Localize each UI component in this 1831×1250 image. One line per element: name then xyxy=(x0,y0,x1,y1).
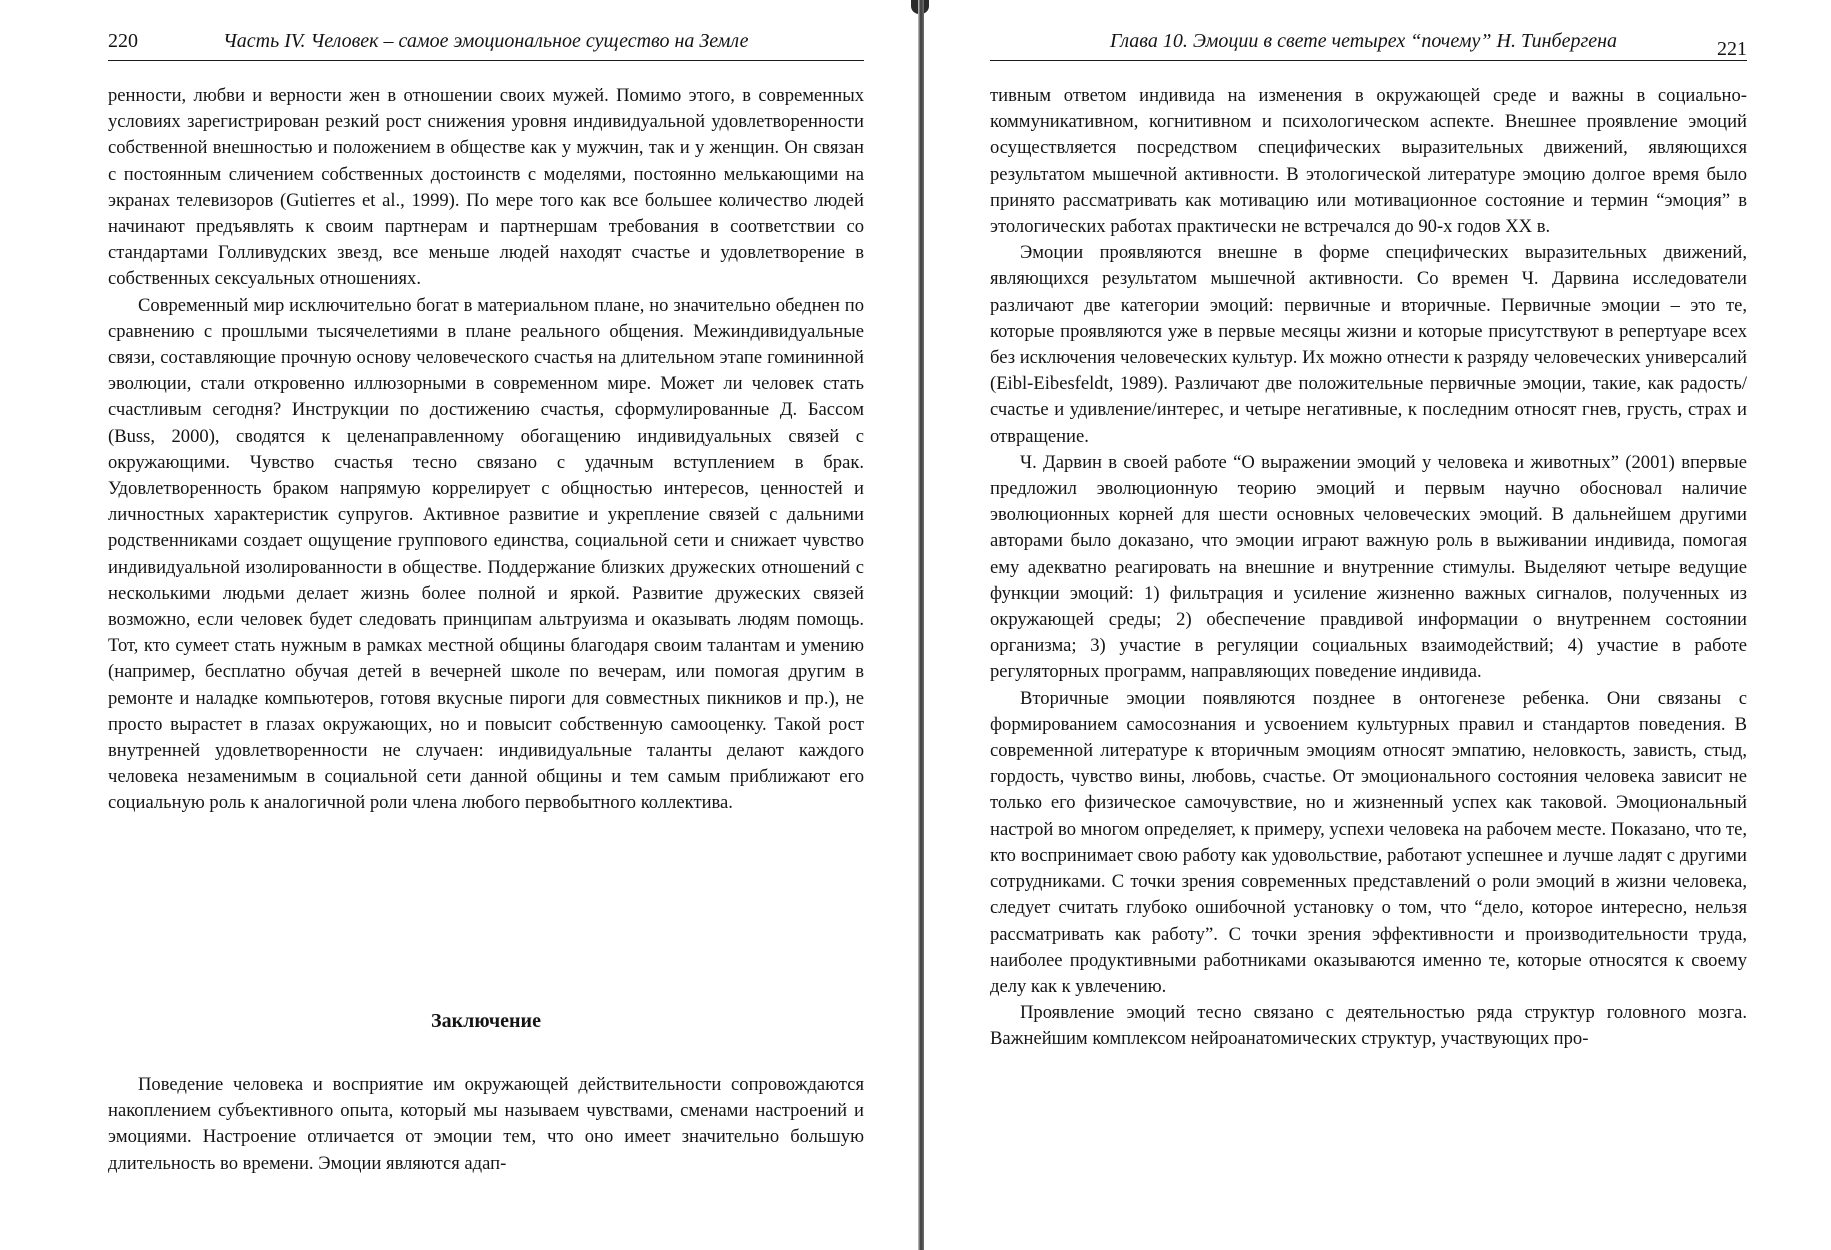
section-heading-conclusion: Заключение xyxy=(431,1010,541,1032)
right-page xyxy=(925,0,1831,1250)
left-page xyxy=(0,0,905,1250)
right-paragraph-1: тивным ответом индивида на изменения в окружающей среде и важны в социально-коммуникативном, когнитивном и психологическом аспекте. Внешнее проявление эмоций осуществляется посредством специфических выразительных движений, являющихся результатом мышечной активности. В этологической литературе эмоцию долгое время было принято рассматривать как мотивацию или мотивационное состояние и термин “эмоция” в этологических работах практически не встречался до 90-х годов XX в. xyxy=(990,85,1747,238)
right-running-head xyxy=(990,30,1747,61)
right-running-head-title: Глава 10. Эмоции в свете четырех “почему” Н. Тинбергена xyxy=(1110,30,1618,52)
left-running-head-title: Часть IV. Человек – самое эмоциональное существо на Земле xyxy=(223,30,749,52)
left-paragraph-2: Современный мир исключительно богат в материальном плане, но значительно обеднен по сравнению с прошлыми тысячелетиями в плане реального общения. Межиндивидуальные связи, составляющие прочную основу человеческого счастья на длительном этапе гомининной эволюции, стали откровенно иллюзорными в современном мире. Может ли человек стать счастливым сегодня? Инструкции по достижению счастья, сформулированные Д. Бассом (Buss, 2000), сводятся к целенаправленному обогащению индивидуальных связей с окружающими. Чувство счастья тесно связано с удачным вступлением в брак. Удовлетворенность браком напрямую коррелирует с общностью интересов, ценностей и личностных характеристик супругов. Активное развитие и укрепление связей с дальними родственниками создает ощущение группового единства, социальной сети и снижает чувство индивидуальной изолированности в обществе. Поддержание близких дружеских отношений с несколькими людьми делает жизнь более полной и яркой. Развитие дружеских связей возможно, если человек будет следовать принципам альтруизма и оказывать людям помощь. Тот, кто сумеет стать нужным в рамках местной общины благодаря своим талантам и умению (например, бесплатно обучая детей в вечерней школе по вечерам, или помогая другим в ремонте и наладке компьютеров, готовя вкусные пироги для совместных пикников и пр.), не просто вырастет в глазах окружающих, но и повысит собственную самооценку. Такой рост внутренней удовлетворенности не случаен: индивидуальные таланты делают каждого человека незаменимым в социальной сети данной общины и тем самым приближают его социальную роль к аналогичной роли члена любого первобытного коллектива. xyxy=(108,294,864,814)
left-page-number: 220 xyxy=(108,30,138,52)
right-paragraph-4: Вторичные эмоции появляются позднее в онтогенезе ребенка. Они связаны с формированием самосознания и усвоением культурных правил и стандартов поведения. В современной литературе к вторичным эмоциям относят эмпатию, неловкость, зависть, стыд, гордость, чувство вины, любовь, счастье. От эмоционального состояния человека зависит не только его физическое самочувствие, но и жизненный успех как таковой. Эмоциональный настрой во многом определяет, к примеру, успехи человека на рабочем месте. Показано, что те, кто воспринимает свою работу как удовольствие, работают успешнее и лучше ладят с другими сотрудниками. С точки зрения современных представлений о роли эмоций в жизни человека, следует считать глубоко ошибочной установку о том, что “дело, которое интересно, нельзя рассматривать как работу”. С точки зрения эффективности и производительности труда, наиболее продуктивными работниками оказываются именно те, которые относятся к своему делу как к увлечению. xyxy=(990,687,1747,997)
left-paragraph-1: ренности, любви и верности жен в отношении своих мужей. Помимо этого, в современных условиях зарегистрирован резкий рост снижения уровня индивидуальной удовлетворенности собственной внешностью и положением в обществе как у мужчин, так и у женщин. Он связан с постоянным сличением собственных достоинств с моделями, постоянно мелькающими на экранах телевизоров (Gutierres et al., 1999). По мере того как все большее количество людей начинают предъявлять к своим партнерам и партнершам требования в соответствии со стандартами Голливудских звезд, все меньше людей находят счастье и удовлетворение в собственных сексуальных отношениях. xyxy=(108,85,864,290)
conclusion-text xyxy=(108,1072,864,1177)
left-running-head xyxy=(108,30,864,61)
right-paragraph-3: Ч. Дарвин в своей работе “О выражении эмоций у человека и животных” (2001) впервые предложил эволюционную теорию эмоций и первым научно обосновал наличие эволюционных корней для шести основных человеческих эмоций. В дальнейшем другими авторами было доказано, что эмоции играют важную роль в выживании индивида, помогая ему адекватно реагировать на внешние и внутренние стимулы. Выделяют четыре ведущие функции эмоций: 1) фильтрация и усиление жизненно важных сигналов, полученных из окружающей среды; 2) обеспечение правдивой информации о внутреннем состоянии организма; 3) участие в регуляции социальных взаимодействий; 4) участие в работе регуляторных программ, направляющих поведение индивида. xyxy=(990,451,1747,683)
right-paragraph-5: Проявление эмоций тесно связано с деятельностью ряда структур головного мозга. Важнейшим комплексом нейроанатомических структур, участвующих про- xyxy=(990,1002,1747,1050)
conclusion-paragraph: Поведение человека и восприятие им окружающей действительности сопровождаются накоплением субъективного опыта, который мы называем чувствами, сменами настроений и эмоциями. Настроение отличается от эмоции тем, что оно имеет значительно большую длительность во времени. Эмоции являются адап- xyxy=(108,1074,864,1174)
book-gutter xyxy=(918,0,924,1250)
right-paragraph-2: Эмоции проявляются внешне в форме специфических выразительных движений, являющихся результатом мышечной активности. Со времен Ч. Дарвина исследователи различают две категории эмоций: первичные и вторичные. Первичные эмоции – это те, которые проявляются уже в первые месяцы жизни и которые присутствуют в репертуаре всех без исключения человеческих культур. Их можно отнести к разряду человеческих универсалий (Eibl-Eibesfeldt, 1989). Различают две положительные первичные эмоции, такие, как радость/счастье и удивление/интерес, и четыре негативные, к последним относят гнев, грусть, страх и отвращение. xyxy=(990,242,1747,447)
left-body-text xyxy=(108,83,864,817)
right-body-text xyxy=(990,83,1747,1053)
right-page-number: 221 xyxy=(1717,38,1747,60)
